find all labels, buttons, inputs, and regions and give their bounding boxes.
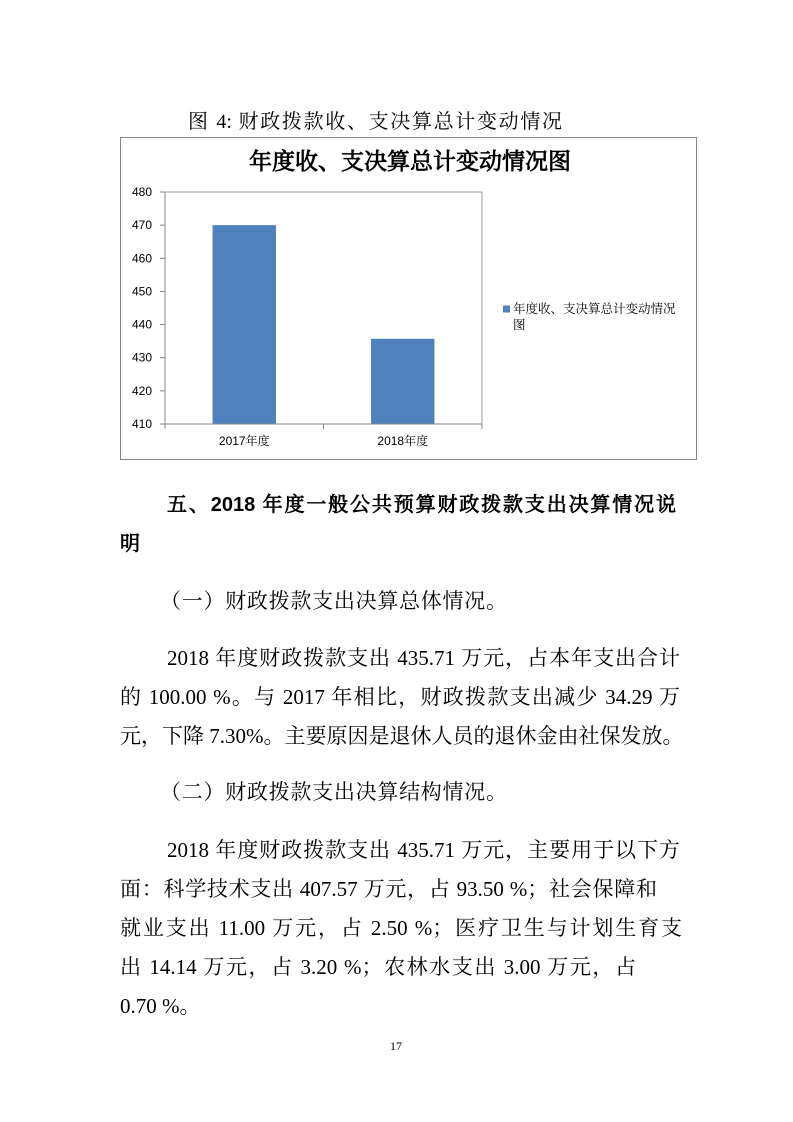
paragraph-line: 2018 年度财政拨款支出 435.71 万元，占本年支出合计 [167,646,680,670]
chart-canvas [120,137,697,460]
chart-title: 年度收、支决算总计变动情况图 [249,148,571,174]
legend-swatch [503,306,510,313]
bar-chart [120,137,697,460]
paragraph-line: 0.70 %。 [120,994,201,1018]
paragraph-line: 出 14.14 万元，占 3.20 %；农林水支出 3.00 万元，占 [120,955,636,979]
y-tick-label: 470 [131,218,152,233]
paragraph-line: 就业支出 11.00 万元，占 2.50 %；医疗卫生与计划生育支 [120,916,682,940]
subsection-1-paragraph [120,639,685,756]
subsection-title-text: （二）财政拨款支出决算结构情况。 [160,780,507,804]
legend-label-line: 年度收、支决算总计变动情况 [513,302,676,316]
legend-label-line: 图 [513,318,526,332]
subsection-title-text: （一）财政拨款支出决算总体情况。 [160,589,507,613]
section-heading-line: 五、2018 年度一般公共预算财政拨款支出决算情况说 [167,494,676,516]
bar-2 [371,339,434,424]
paragraph-line: 面：科学技术支出 407.57 万元，占 93.50 %；社会保障和 [120,877,657,901]
section-heading [120,486,685,564]
figure-caption: 图 4: 财政拨款收、支决算总计变动情况 [188,111,562,133]
bar-1 [213,225,276,424]
x-tick-label: 2018年度 [377,434,429,448]
y-tick-label: 430 [131,350,152,365]
subsection-2-title [160,773,507,812]
y-tick-label: 420 [131,383,152,398]
y-tick-label: 460 [131,251,152,266]
paragraph-line: 的 100.00 %。与 2017 年相比，财政拨款支出减少 34.29 万 [120,685,680,709]
y-tick-label: 410 [131,417,152,431]
y-tick-label: 480 [131,185,152,199]
subsection-2-paragraph [120,831,685,1026]
y-tick-label: 450 [131,284,152,299]
page-number: 17 [390,1039,402,1053]
section-heading-line: 明 [120,533,140,555]
y-tick-label: 440 [131,317,152,332]
paragraph-line: 元，下降 7.30%。主要原因是退休人员的退休金由社保发放。 [120,724,684,748]
paragraph-line: 2018 年度财政拨款支出 435.71 万元，主要用于以下方 [167,838,680,862]
x-tick-label: 2017年度 [218,434,270,448]
subsection-1-title [160,582,507,621]
